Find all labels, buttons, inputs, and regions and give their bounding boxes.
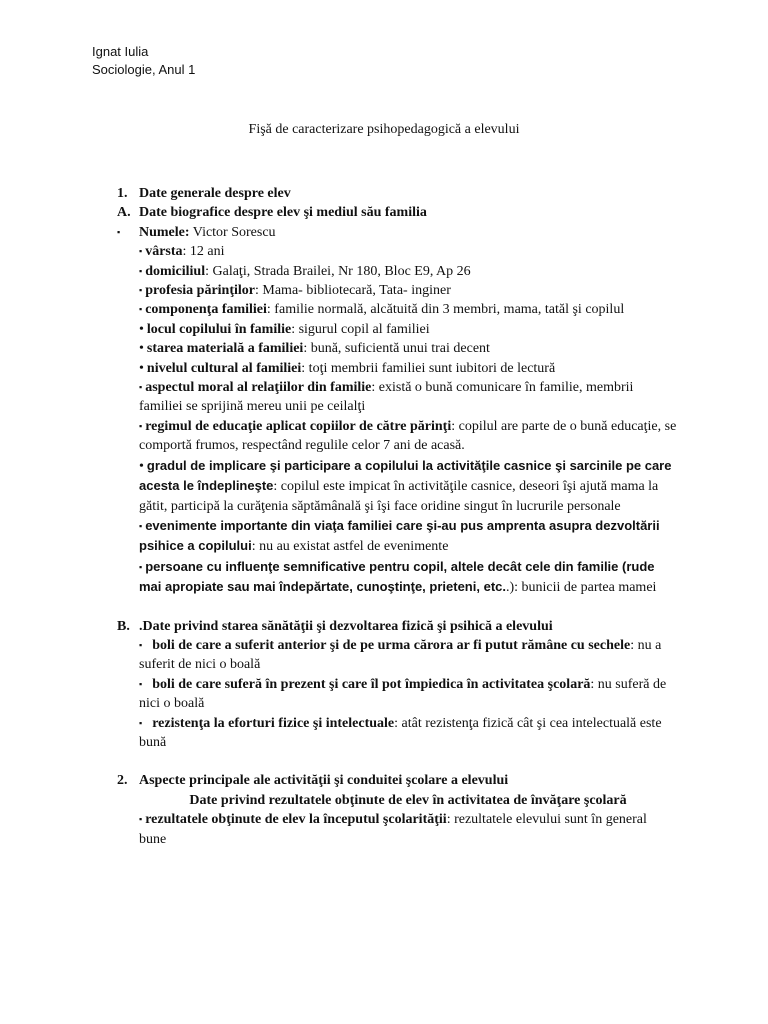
item-value: : nu suferă de nici o boală bbox=[139, 676, 667, 712]
bullet-icon: ▪ bbox=[139, 717, 143, 728]
document-body bbox=[117, 184, 677, 849]
item-value: : Mama- bibliotecară, Tata- inginer bbox=[255, 283, 451, 299]
bullet-icon: ▪ bbox=[139, 246, 143, 257]
list-item bbox=[117, 300, 677, 319]
item-label: vârsta bbox=[145, 244, 183, 260]
item-value: : bună, suficientă unui trai decent bbox=[303, 341, 490, 357]
item-label: locul copilului în familie bbox=[146, 321, 292, 337]
section-title: .Date privind starea sănătăţii şi dezvoltarea fizică şi psihică a elevului bbox=[139, 618, 553, 634]
item-value: : există o bună comunicare în familie, membrii familiei se sprijină mereu unii pe ceilalţi bbox=[139, 380, 634, 415]
list-item bbox=[117, 262, 677, 281]
item-value: : 12 ani bbox=[182, 244, 225, 260]
list-item-name bbox=[117, 223, 677, 242]
item-label: domiciliul bbox=[145, 263, 206, 279]
section-1-heading bbox=[117, 184, 677, 203]
list-item bbox=[117, 557, 677, 598]
item-label: componenţa familiei bbox=[145, 302, 267, 318]
section-title: Aspecte principale ale activităţii şi conduitei şcolare a elevului bbox=[139, 773, 509, 789]
list-item bbox=[117, 714, 677, 753]
item-label: profesia părinţilor bbox=[145, 283, 255, 299]
item-value: : Galaţi, Strada Brailei, Nr 180, Bloc E9, Ap 26 bbox=[205, 263, 471, 279]
list-item bbox=[117, 675, 677, 714]
bullet-icon: ▪ bbox=[139, 520, 143, 531]
bullet-icon: ▪ bbox=[139, 561, 143, 572]
item-label: boli de care suferă în prezent şi care îl pot împiedica în activitatea şcolară bbox=[152, 676, 591, 692]
list-item bbox=[117, 320, 677, 339]
bullet-icon: • bbox=[139, 360, 144, 376]
section-letter: B. bbox=[117, 618, 130, 634]
author-block bbox=[92, 43, 195, 79]
item-value: : nu a suferit de nici o boală bbox=[139, 637, 662, 673]
item-label: aspectul moral al relaţiilor din familie bbox=[145, 380, 372, 396]
section-a-heading bbox=[117, 203, 677, 222]
section-letter: A. bbox=[117, 205, 131, 221]
subsection-title: Date privind rezultatele obţinute de elev în activitatea de învăţare şcolară bbox=[189, 792, 627, 808]
bullet-icon: • bbox=[139, 341, 144, 357]
item-label: Numele: bbox=[139, 224, 190, 240]
section-number: 1. bbox=[117, 186, 128, 201]
item-label: boli de care a suferit anterior şi de pe urma cărora ar fi putut rămâne cu sechele bbox=[152, 637, 631, 653]
section-number: 2. bbox=[117, 773, 128, 789]
list-item bbox=[117, 417, 677, 456]
author-name: Ignat Iulia bbox=[92, 44, 149, 59]
item-label: starea materială a familiei bbox=[146, 341, 304, 357]
item-value: : sigurul copil al familiei bbox=[291, 321, 430, 337]
item-value: : rezultatele elevului sunt în general bune bbox=[139, 812, 647, 847]
list-item bbox=[117, 359, 677, 378]
item-label: persoane cu influenţe semnificative pentru copil, altele decât cele din familie (rude mai apropiate sau mai îndepărtate, cunoştinţe, prieteni, etc. bbox=[139, 558, 655, 595]
list-item bbox=[117, 378, 677, 417]
item-value: : copilul este impicat în activităţile casnice, deseori îşi ajută mama la gătit, participă la curăţenia săptămânală şi îşi face oridine singut în lucrurile personale bbox=[139, 479, 659, 514]
item-value: : toţi membrii familiei sunt iubitori de lectură bbox=[301, 360, 556, 376]
document-title: Fişă de caracterizare psihopedagogică a elevului bbox=[248, 122, 520, 137]
bullet-icon: ▪ bbox=[139, 678, 143, 689]
list-item bbox=[117, 339, 677, 358]
section-title: Date biografice despre elev şi mediul său familia bbox=[139, 205, 427, 221]
item-value: : nu au existat astfel de evenimente bbox=[251, 539, 449, 555]
section-2-heading bbox=[117, 771, 677, 790]
list-item bbox=[117, 636, 677, 675]
list-item bbox=[117, 242, 677, 261]
item-label: rezultatele obţinute de elev la începutul şcolarităţii bbox=[145, 812, 447, 828]
list-item bbox=[117, 281, 677, 300]
item-label: rezistenţa la eforturi fizice şi intelectuale bbox=[152, 715, 395, 731]
bullet-icon: ▪ bbox=[139, 639, 143, 650]
author-program: Sociologie, Anul 1 bbox=[92, 62, 196, 77]
item-label: evenimente importante din viaţa familiei care şi-au pus amprenta asupra dezvoltării psihice a copilului bbox=[139, 517, 660, 554]
item-label: regimul de educaţie aplicat copiilor de către părinţi bbox=[145, 418, 452, 434]
section-b-heading bbox=[117, 617, 677, 636]
bullet-icon: ▪ bbox=[139, 382, 143, 393]
item-value: Victor Sorescu bbox=[189, 224, 276, 240]
item-value: .): bunicii de partea mamei bbox=[505, 580, 657, 596]
item-label: nivelul cultural al familiei bbox=[146, 360, 302, 376]
list-item bbox=[117, 516, 677, 557]
bullet-icon: ▪ bbox=[139, 285, 143, 296]
bullet-icon: ▪ bbox=[139, 265, 143, 276]
bullet-icon: ▪ bbox=[117, 226, 121, 237]
item-value: : atât rezistenţa fizică cât şi cea intelectuală este bună bbox=[139, 715, 662, 750]
bullet-icon: • bbox=[139, 321, 144, 337]
item-label: gradul de implicare şi participare a copilului la activităţile casnice şi sarcinile pe care acesta le îndeplineşte bbox=[139, 457, 672, 494]
bullet-icon: • bbox=[139, 458, 144, 474]
item-value: : copilul are parte de o bună educaţie, se comportă frumos, respectând regulile celor 7 ani de acasă. bbox=[139, 418, 677, 454]
list-item bbox=[117, 456, 677, 516]
list-item bbox=[117, 810, 677, 849]
bullet-icon: ▪ bbox=[139, 304, 143, 315]
item-value: : familie normală, alcătuită din 3 membri, mama, tatăl şi copilul bbox=[266, 302, 625, 318]
section-title: Date generale despre elev bbox=[139, 186, 291, 201]
bullet-icon: ▪ bbox=[139, 420, 143, 431]
bullet-icon: ▪ bbox=[139, 814, 143, 825]
